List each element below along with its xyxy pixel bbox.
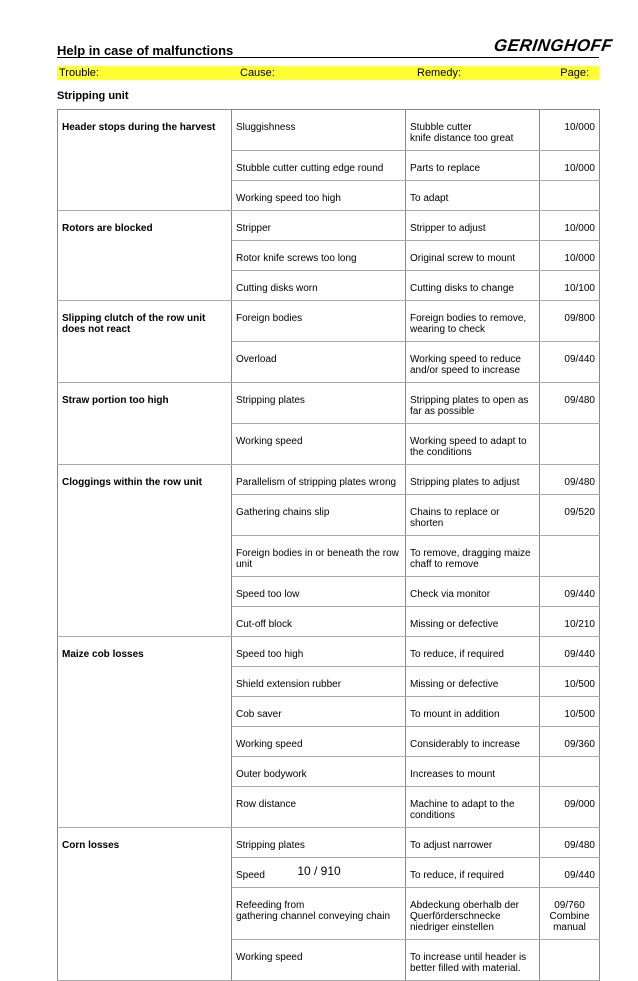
remedy-cell: Check via monitor bbox=[406, 577, 540, 607]
trouble-cell: Straw portion too high bbox=[58, 383, 232, 465]
cause-cell: Working speed bbox=[232, 424, 406, 465]
page-cell: 09/480 bbox=[540, 828, 600, 858]
table-row bbox=[58, 301, 600, 342]
trouble-cell: Cloggings within the row unit bbox=[58, 465, 232, 637]
page-cell: 10/000 bbox=[540, 151, 600, 181]
section-title: Stripping unit bbox=[57, 90, 129, 102]
page-cell: 09/360 bbox=[540, 727, 600, 757]
cause-cell: Cutting disks worn bbox=[232, 271, 406, 301]
page-cell: 09/440 bbox=[540, 637, 600, 667]
remedy-cell: Missing or defective bbox=[406, 667, 540, 697]
page-cell: 09/520 bbox=[540, 495, 600, 536]
page-cell: 09/440 bbox=[540, 342, 600, 383]
remedy-cell: Stripping plates to open as far as possible bbox=[406, 383, 540, 424]
page-cell: 09/440 bbox=[540, 577, 600, 607]
remedy-cell: Foreign bodies to remove, wearing to check bbox=[406, 301, 540, 342]
cause-cell: Foreign bodies in or beneath the row unit bbox=[232, 536, 406, 577]
page-cell: 10/500 bbox=[540, 697, 600, 727]
trouble-cell: Slipping clutch of the row unit does not react bbox=[58, 301, 232, 383]
page-cell bbox=[540, 536, 600, 577]
page-cell: 09/800 bbox=[540, 301, 600, 342]
page-column-header: Page: bbox=[560, 67, 589, 79]
remedy-cell: To reduce, if required bbox=[406, 858, 540, 888]
cause-cell: Sluggishness bbox=[232, 110, 406, 151]
page-title: Help in case of malfunctions bbox=[57, 43, 234, 58]
cause-cell: Outer bodywork bbox=[232, 757, 406, 787]
page-cell bbox=[540, 940, 600, 981]
page-cell: 09/480 bbox=[540, 383, 600, 424]
cause-cell: Speed too high bbox=[232, 637, 406, 667]
remedy-cell: Abdeckung oberhalb der Querförderschnecke niedriger einstellen bbox=[406, 888, 540, 940]
remedy-cell: Original screw to mount bbox=[406, 241, 540, 271]
table-row bbox=[58, 465, 600, 495]
cause-cell: Cut-off block bbox=[232, 607, 406, 637]
cause-cell: Stripping plates bbox=[232, 828, 406, 858]
page-cell: 09/000 bbox=[540, 787, 600, 828]
cause-column-header: Cause: bbox=[240, 67, 275, 79]
table-row bbox=[58, 828, 600, 858]
cause-cell: Stripping plates bbox=[232, 383, 406, 424]
table-row bbox=[58, 110, 600, 151]
brand-logo: GERINGHOFF bbox=[492, 36, 614, 55]
cause-cell: Speed too low bbox=[232, 577, 406, 607]
page-cell: 10/000 bbox=[540, 211, 600, 241]
remedy-cell: Parts to replace bbox=[406, 151, 540, 181]
cause-cell: Foreign bodies bbox=[232, 301, 406, 342]
remedy-cell: To increase until header is better filled with material. bbox=[406, 940, 540, 981]
cause-cell: Working speed too high bbox=[232, 181, 406, 211]
page-cell: 10/000 bbox=[540, 110, 600, 151]
remedy-cell: Cutting disks to change bbox=[406, 271, 540, 301]
remedy-cell: To mount in addition bbox=[406, 697, 540, 727]
cause-cell: Cob saver bbox=[232, 697, 406, 727]
remedy-cell: Stripping plates to adjust bbox=[406, 465, 540, 495]
malfunction-table bbox=[57, 109, 600, 981]
remedy-cell: Missing or defective bbox=[406, 607, 540, 637]
table-row bbox=[58, 383, 600, 424]
remedy-cell: Stripper to adjust bbox=[406, 211, 540, 241]
remedy-cell: To adapt bbox=[406, 181, 540, 211]
cause-cell: Stripper bbox=[232, 211, 406, 241]
column-header-bar bbox=[57, 66, 599, 80]
trouble-cell: Rotors are blocked bbox=[58, 211, 232, 301]
remedy-cell: Working speed to reduce and/or speed to increase bbox=[406, 342, 540, 383]
cause-cell: Speed bbox=[232, 858, 406, 888]
page-cell: 10/500 bbox=[540, 667, 600, 697]
remedy-cell: To remove, dragging maize chaff to remove bbox=[406, 536, 540, 577]
title-divider bbox=[57, 57, 599, 58]
page-cell: 10/100 bbox=[540, 271, 600, 301]
cause-cell: Gathering chains slip bbox=[232, 495, 406, 536]
trouble-cell: Header stops during the harvest bbox=[58, 110, 232, 211]
remedy-cell: Considerably to increase bbox=[406, 727, 540, 757]
page-cell: 09/440 bbox=[540, 858, 600, 888]
table-row bbox=[58, 211, 600, 241]
cause-cell: Parallelism of stripping plates wrong bbox=[232, 465, 406, 495]
trouble-cell: Maize cob losses bbox=[58, 637, 232, 828]
page-cell: 09/480 bbox=[540, 465, 600, 495]
page-cell: 09/760 Combine manual bbox=[540, 888, 600, 940]
cause-cell: Working speed bbox=[232, 727, 406, 757]
remedy-cell: Chains to replace or shorten bbox=[406, 495, 540, 536]
remedy-cell: Machine to adapt to the conditions bbox=[406, 787, 540, 828]
trouble-column-header: Trouble: bbox=[59, 67, 99, 79]
trouble-cell: Corn losses bbox=[58, 828, 232, 981]
remedy-cell: Stubble cutter knife distance too great bbox=[406, 110, 540, 151]
page-number: 10 / 910 bbox=[297, 864, 341, 878]
remedy-cell: To adjust narrower bbox=[406, 828, 540, 858]
cause-cell: Stubble cutter cutting edge round bbox=[232, 151, 406, 181]
remedy-cell: Increases to mount bbox=[406, 757, 540, 787]
table-row bbox=[58, 637, 600, 667]
cause-cell: Overload bbox=[232, 342, 406, 383]
page-cell bbox=[540, 757, 600, 787]
cause-cell: Shield extension rubber bbox=[232, 667, 406, 697]
cause-cell: Refeeding from gathering channel conveying chain bbox=[232, 888, 406, 940]
cause-cell: Working speed bbox=[232, 940, 406, 981]
page-cell bbox=[540, 424, 600, 465]
remedy-cell: Working speed to adapt to the conditions bbox=[406, 424, 540, 465]
cause-cell: Rotor knife screws too long bbox=[232, 241, 406, 271]
page-cell: 10/210 bbox=[540, 607, 600, 637]
cause-cell: Row distance bbox=[232, 787, 406, 828]
remedy-column-header: Remedy: bbox=[417, 67, 462, 79]
page-cell bbox=[540, 181, 600, 211]
page-cell: 10/000 bbox=[540, 241, 600, 271]
remedy-cell: To reduce, if required bbox=[406, 637, 540, 667]
